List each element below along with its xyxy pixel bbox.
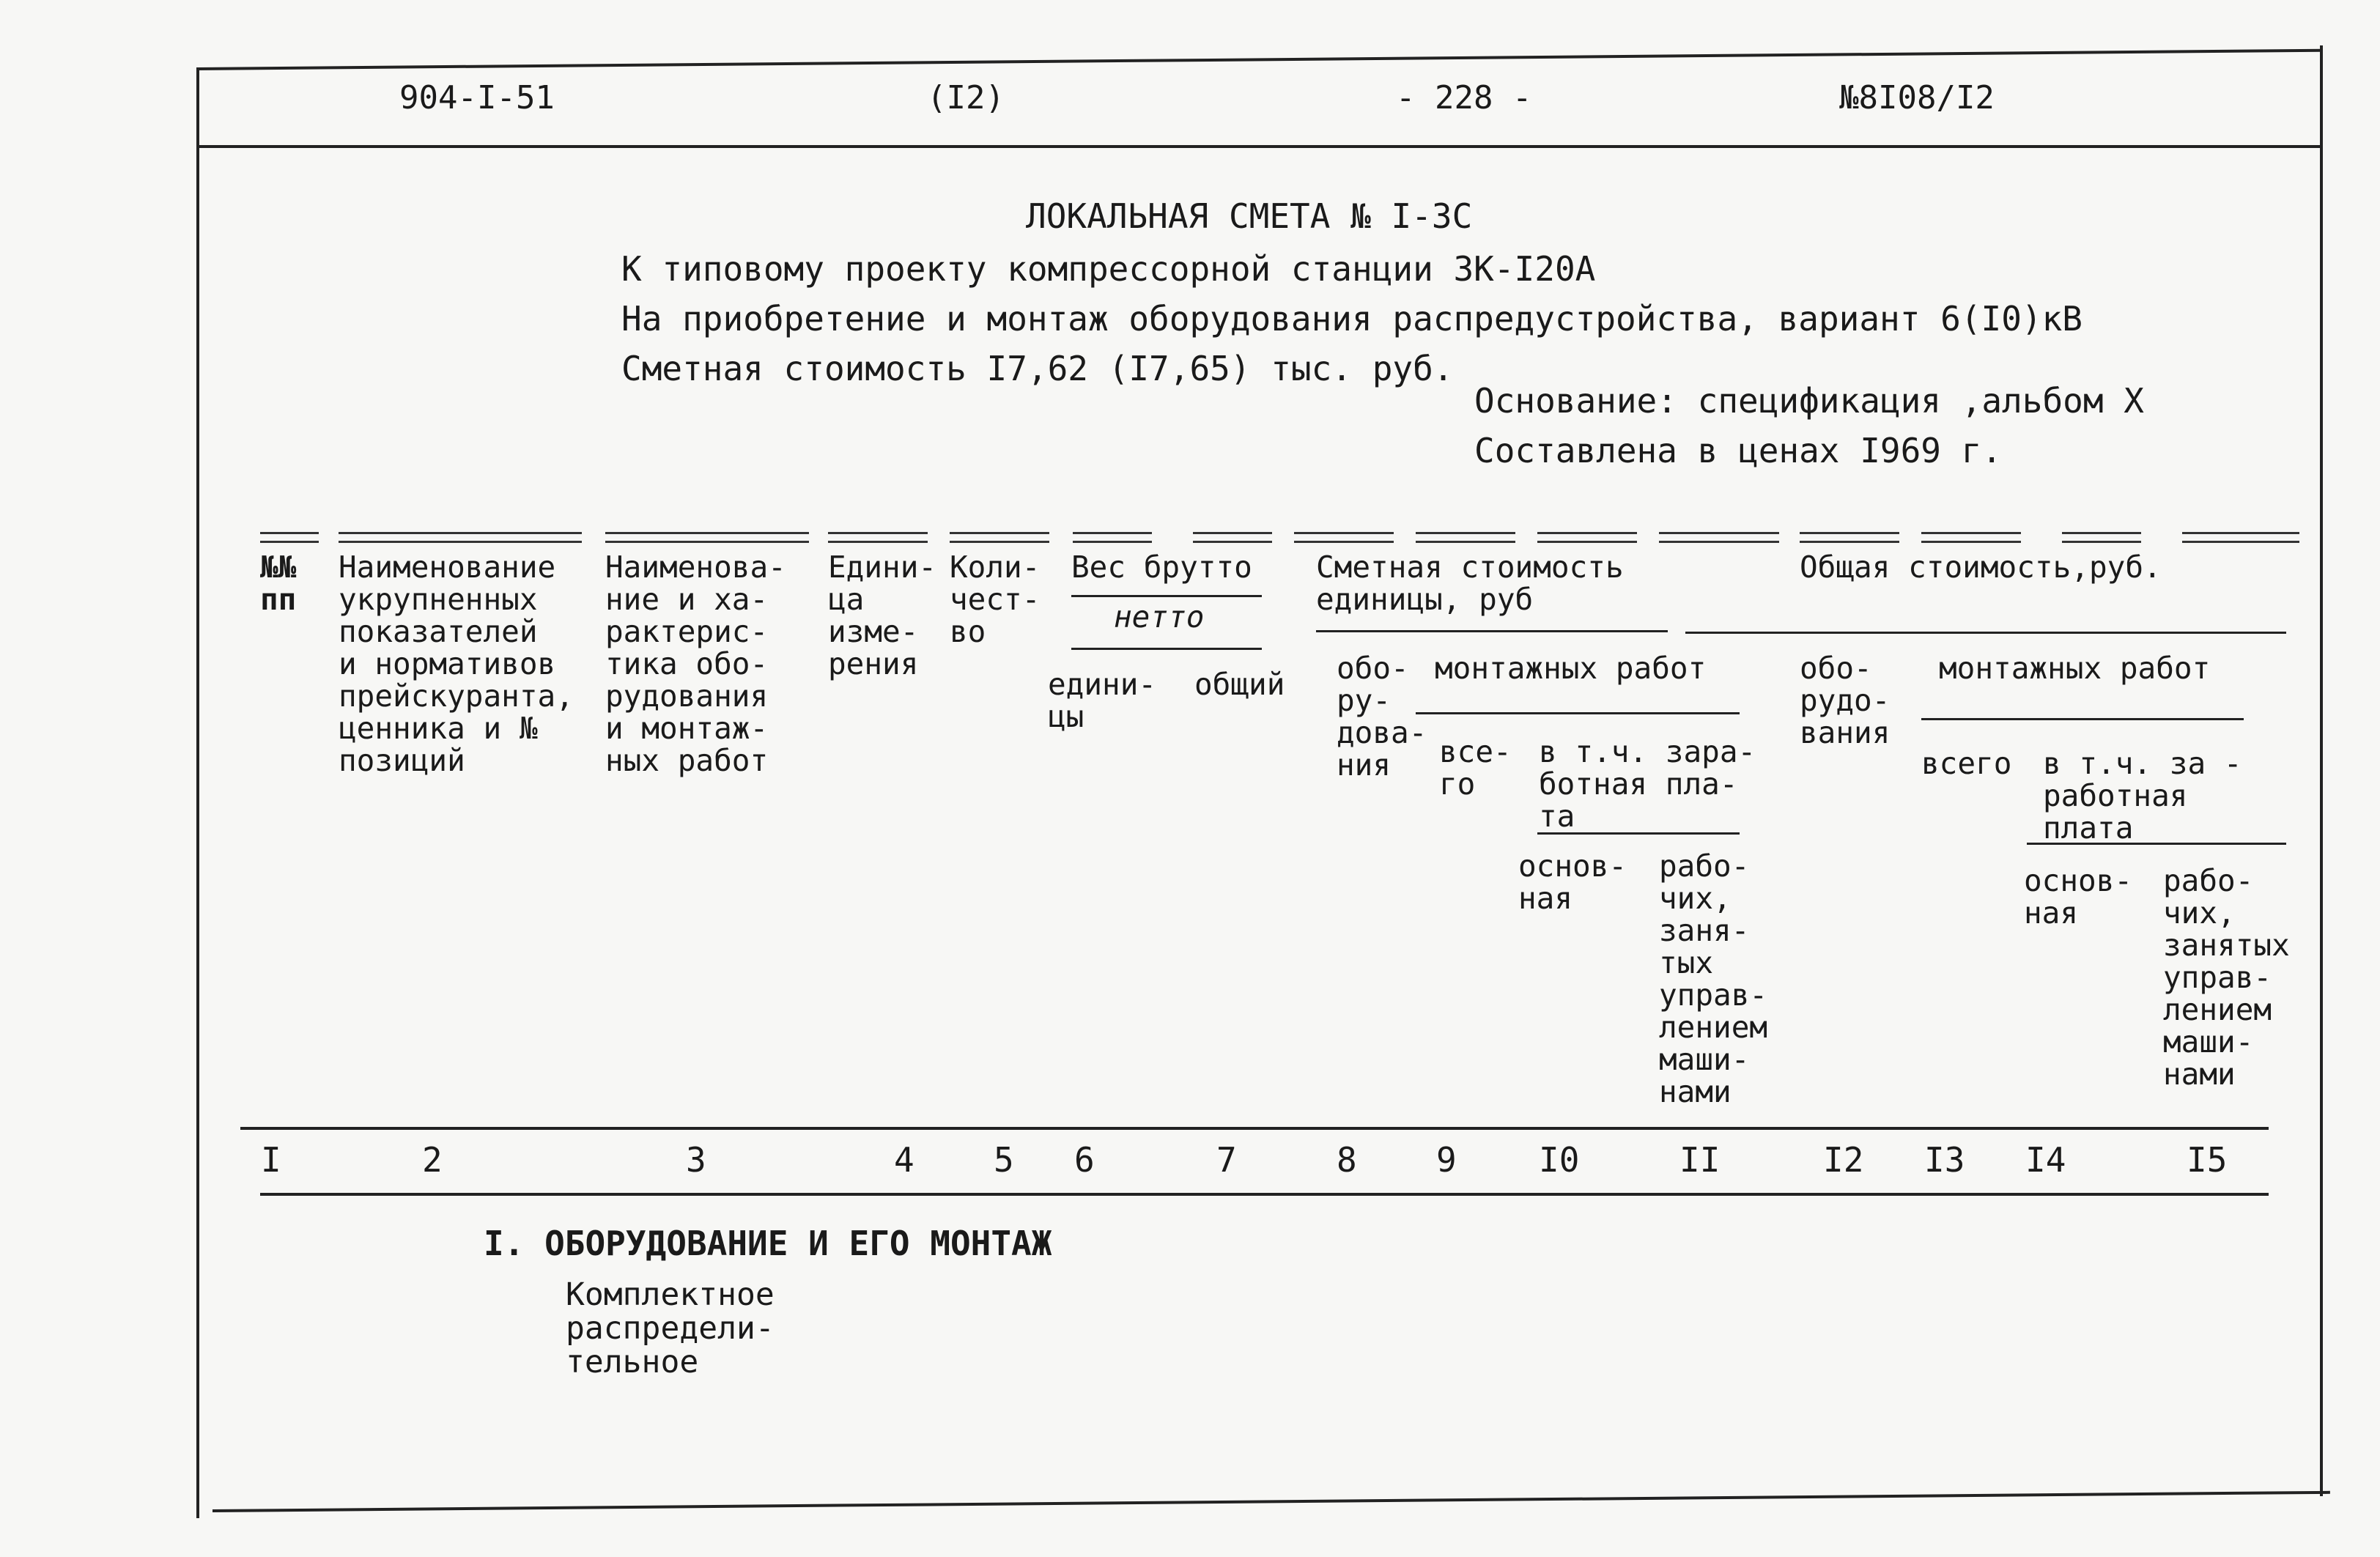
header-divider	[198, 145, 2323, 148]
column-number: 7	[1216, 1140, 1237, 1180]
col-8-mounting-header: монтажных работ	[1435, 651, 1707, 686]
sheet-number: (I2)	[927, 79, 1005, 117]
estimate-basis: Основание: спецификация ,альбом Х	[1474, 381, 2144, 421]
column-number: I4	[2025, 1140, 2066, 1180]
column-number: 2	[422, 1140, 443, 1180]
column-number: 5	[994, 1140, 1014, 1180]
col-weight-gross-header: Вес брутто	[1071, 550, 1252, 585]
column-number: I2	[1823, 1140, 1864, 1180]
page-number: - 228 -	[1396, 79, 1532, 117]
col-12-mounting-header: монтажных работ	[1939, 651, 2211, 686]
column-number: 4	[894, 1140, 914, 1180]
col-weight-total-header: общий	[1194, 667, 1285, 702]
project-code: 904-I-51	[399, 79, 555, 117]
col-15-machinists-header: рабо- чих, занятых управ- лением маши- нами	[2163, 863, 2290, 1092]
column-number: I0	[1539, 1140, 1580, 1180]
col-name-equipment-header: Наименова- ние и ха- рактерис- тика обо- рудования и монтаж- ных работ	[605, 550, 786, 778]
column-number: I5	[2187, 1140, 2228, 1180]
column-number: I	[261, 1140, 281, 1180]
estimate-title: ЛОКАЛЬНАЯ СМЕТА № I-3С	[1026, 196, 1473, 236]
frame-left	[196, 67, 199, 1518]
document-id: №8I08/I2	[1839, 79, 1995, 117]
estimate-line-2: На приобретение и монтаж оборудования распредустройства, вариант 6(I0)кВ	[621, 299, 2082, 339]
column-number: 6	[1074, 1140, 1095, 1180]
estimate-line-1: К типовому проекту компрессорной станции 3К-I20А	[621, 249, 1596, 289]
frame-right	[2320, 45, 2323, 1496]
col-quantity-header: Коли- чест- во	[950, 550, 1041, 649]
col-9-total-header: все- го	[1439, 734, 1512, 802]
col-14-wage-header: в т.ч. за - работная плата	[2043, 746, 2242, 846]
col-weight-net-header: нетто	[1114, 599, 1205, 635]
estimate-line-3: Сметная стоимость I7,62 (I7,65) тыс. руб.	[621, 349, 1454, 388]
frame-top	[198, 49, 2323, 70]
col-unit-header: Едини- ца изме- рения	[828, 550, 937, 681]
frame-bottom	[212, 1491, 2330, 1512]
column-number: II	[1679, 1140, 1721, 1180]
column-numbers-bottom-rule	[260, 1193, 2269, 1196]
col-10-wage-header: в т.ч. зара- ботная пла- та	[1539, 734, 1756, 834]
col-11-machinists-header: рабо- чих, заня- тых управ- лением маши- нами	[1659, 848, 1768, 1109]
column-number: 9	[1436, 1140, 1457, 1180]
col-total-cost-header: Общая стоимость,руб.	[1800, 550, 2162, 585]
col-14-basic-header: основ- ная	[2024, 863, 2133, 931]
estimate-prices: Составлена в ценах I969 г.	[1474, 431, 2003, 470]
column-number: 3	[686, 1140, 706, 1180]
col-number-header: №№ пп	[260, 550, 297, 617]
column-number: 8	[1337, 1140, 1357, 1180]
section-title: I. ОБОРУДОВАНИЕ И ЕГО МОНТАЖ	[484, 1224, 1052, 1263]
col-12-equipment-header: обо- рудо- вания	[1800, 651, 1891, 750]
column-number: I3	[1924, 1140, 1965, 1180]
section-item: Комплектное распредели- тельное	[566, 1276, 775, 1380]
col-13-total-header: всего	[1921, 746, 2012, 781]
col-10-basic-header: основ- ная	[1518, 848, 1627, 916]
col-name-indicators-header: Наименование укрупненных показателей и нормативов прейскуранта, ценника и № позиций	[339, 550, 574, 778]
col-weight-unit-header: едини- цы	[1048, 667, 1157, 734]
column-numbers-top-rule	[240, 1127, 2269, 1130]
col-8-equipment-header: обо- ру- дова- ния	[1337, 651, 1427, 783]
col-unit-cost-header: Сметная стоимость единицы, руб	[1316, 550, 1624, 617]
